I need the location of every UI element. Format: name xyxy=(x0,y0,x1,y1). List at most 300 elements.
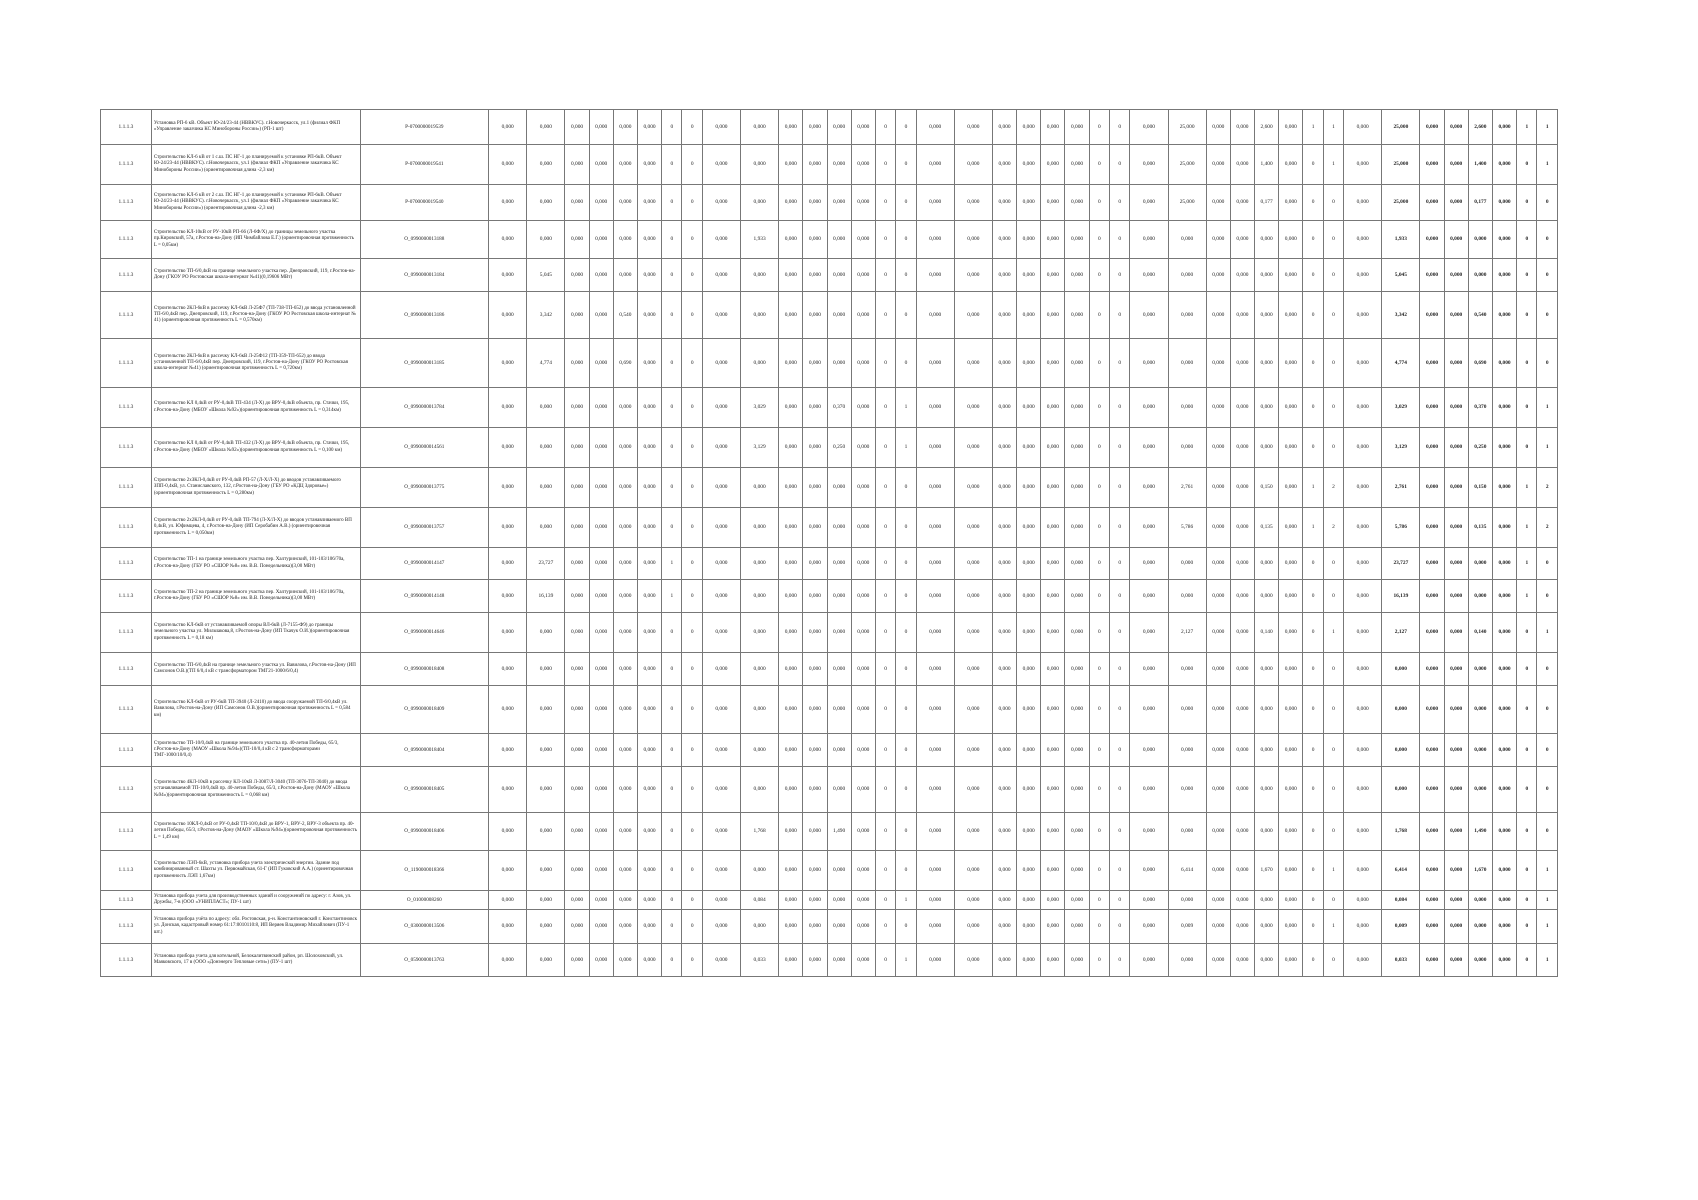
value-cell: 0,000 xyxy=(702,613,740,653)
value-cell: 0,000 xyxy=(1206,580,1230,613)
value-cell: 0,690 xyxy=(1468,339,1492,388)
value-cell: 1,933 xyxy=(1382,221,1420,259)
table-row xyxy=(101,145,1558,185)
value-cell: 0,000 xyxy=(741,548,779,580)
value-cell: 0,000 xyxy=(1206,185,1230,221)
value-cell: 0,000 xyxy=(1065,813,1089,851)
value-cell: 0,000 xyxy=(1468,767,1492,813)
value-cell: 0,000 xyxy=(589,428,613,468)
value-cell: 0 xyxy=(682,339,702,388)
value-cell: 0,000 xyxy=(1492,910,1516,944)
value-cell: 0,000 xyxy=(1279,767,1303,813)
value-cell: 0,000 xyxy=(1130,145,1168,185)
value-cell: 0,000 xyxy=(589,221,613,259)
value-cell: 3,029 xyxy=(1382,388,1420,428)
value-cell: 0,000 xyxy=(1468,891,1492,910)
value-cell: 0 xyxy=(1537,767,1558,813)
value-cell: 0,140 xyxy=(1255,613,1279,653)
value-cell: 0,000 xyxy=(992,813,1016,851)
value-cell: 0 xyxy=(662,653,682,686)
value-cell: 0,000 xyxy=(1041,734,1065,767)
value-cell: 0,000 xyxy=(1017,548,1041,580)
row-number-cell: 1.1.1.3 xyxy=(101,734,152,767)
value-cell: 0,000 xyxy=(803,221,827,259)
value-cell: 0,000 xyxy=(1206,944,1230,977)
value-cell: 0,000 xyxy=(1065,734,1089,767)
description-cell: Строительство 4КЛ-10кВ в рассечку КЛ-10кВ Л-3087/Л-3040 (ТП-3076-ТП-3040) до ввода устанавливаемой ТП-10/0,4кВ пр. 40-летия Победы, 65/3, г.Ростов-на-Дону (МАОУ «Школа №94»)(ориентировочная протяженность L = 0,068 км) xyxy=(151,767,360,813)
project-code-cell: Р-0700000019540 xyxy=(360,185,489,221)
value-cell: 0,000 xyxy=(637,686,661,734)
value-cell: 1 xyxy=(1537,944,1558,977)
value-cell: 0 xyxy=(1109,686,1129,734)
value-cell: 0,000 xyxy=(1492,580,1516,613)
table-row xyxy=(101,388,1558,428)
value-cell: 0 xyxy=(682,548,702,580)
value-cell: 1,768 xyxy=(1382,813,1420,851)
project-code-cell: О_0990000018409 xyxy=(360,686,489,734)
value-cell: 0 xyxy=(662,686,682,734)
value-cell: 0,000 xyxy=(489,428,527,468)
value-cell: 0 xyxy=(1303,221,1323,259)
value-cell: 0,000 xyxy=(1444,944,1468,977)
project-code-cell: О_1190000018366 xyxy=(360,851,489,891)
value-cell: 0,000 xyxy=(1444,891,1468,910)
value-cell: 0 xyxy=(1323,548,1343,580)
value-cell: 0,000 xyxy=(702,428,740,468)
value-cell: 2,127 xyxy=(1382,613,1420,653)
value-cell: 0,000 xyxy=(954,686,992,734)
value-cell: 0 xyxy=(1303,944,1323,977)
value-cell: 0 xyxy=(1303,580,1323,613)
value-cell: 0,000 xyxy=(916,734,954,767)
value-cell: 0,000 xyxy=(1279,292,1303,339)
value-cell: 0 xyxy=(1089,145,1109,185)
value-cell: 0,000 xyxy=(1230,292,1254,339)
value-cell: 0 xyxy=(682,891,702,910)
value-cell: 1 xyxy=(662,580,682,613)
value-cell: 0,000 xyxy=(1444,653,1468,686)
value-cell: 0,000 xyxy=(916,891,954,910)
value-cell: 0,000 xyxy=(1065,767,1089,813)
value-cell: 0 xyxy=(1089,388,1109,428)
value-cell: 0,000 xyxy=(565,910,589,944)
value-cell: 0,000 xyxy=(637,613,661,653)
value-cell: 0 xyxy=(1109,910,1129,944)
value-cell: 0,000 xyxy=(1017,145,1041,185)
description-cell: Строительство ТП-1 на границе земельного участка пер. Халтуринский, 101-103/106/70а, г.Ростов-на-Дону (ГБУ РО «СШОР №8» им. В.В. Понедельника)(3,00 МВт) xyxy=(151,548,360,580)
value-cell: 0,000 xyxy=(803,734,827,767)
value-cell: 0,000 xyxy=(1420,259,1444,292)
value-cell: 0 xyxy=(896,292,916,339)
value-cell: 0,033 xyxy=(1382,944,1420,977)
value-cell: 0,000 xyxy=(589,110,613,145)
value-cell: 0,000 xyxy=(851,221,875,259)
project-code-cell: О_0990000013186 xyxy=(360,292,489,339)
value-cell: 0,000 xyxy=(1041,388,1065,428)
value-cell: 0,000 xyxy=(1230,851,1254,891)
project-code-cell: О_0990000013188 xyxy=(360,221,489,259)
value-cell: 0,000 xyxy=(803,653,827,686)
value-cell: 0,000 xyxy=(1041,428,1065,468)
value-cell: 0 xyxy=(1109,259,1129,292)
value-cell: 0 xyxy=(1303,734,1323,767)
value-cell: 0,000 xyxy=(1255,734,1279,767)
value-cell: 1 xyxy=(1303,508,1323,548)
value-cell: 23,727 xyxy=(1382,548,1420,580)
value-cell: 0,000 xyxy=(741,145,779,185)
value-cell: 0,000 xyxy=(613,580,637,613)
value-cell: 0 xyxy=(682,734,702,767)
value-cell: 0,000 xyxy=(954,851,992,891)
value-cell: 0,000 xyxy=(803,910,827,944)
value-cell: 0,000 xyxy=(1130,259,1168,292)
value-cell: 0,000 xyxy=(1444,221,1468,259)
value-cell: 0 xyxy=(875,388,895,428)
value-cell: 0,000 xyxy=(589,613,613,653)
value-cell: 0,000 xyxy=(954,734,992,767)
value-cell: 0,000 xyxy=(779,891,803,910)
value-cell: 0,000 xyxy=(827,734,851,767)
value-cell: 0,009 xyxy=(1382,910,1420,944)
value-cell: 0,000 xyxy=(803,145,827,185)
value-cell: 25,000 xyxy=(1168,110,1206,145)
value-cell: 0,000 xyxy=(1420,388,1444,428)
value-cell: 0,009 xyxy=(1168,910,1206,944)
value-cell: 0,000 xyxy=(803,686,827,734)
value-cell: 0,000 xyxy=(702,944,740,977)
value-cell: 0,000 xyxy=(1255,428,1279,468)
value-cell: 0,135 xyxy=(1255,508,1279,548)
value-cell: 0,000 xyxy=(1230,468,1254,508)
value-cell: 0,000 xyxy=(916,388,954,428)
table-row xyxy=(101,339,1558,388)
value-cell: 0,000 xyxy=(1420,221,1444,259)
value-cell: 0 xyxy=(896,613,916,653)
value-cell: 0,000 xyxy=(702,185,740,221)
value-cell: 0,540 xyxy=(613,292,637,339)
value-cell: 0,000 xyxy=(1130,613,1168,653)
value-cell: 0,000 xyxy=(827,468,851,508)
value-cell: 0 xyxy=(875,548,895,580)
value-cell: 0,000 xyxy=(1130,580,1168,613)
row-number-cell: 1.1.1.3 xyxy=(101,259,152,292)
table-row xyxy=(101,428,1558,468)
value-cell: 0 xyxy=(1537,221,1558,259)
value-cell: 0 xyxy=(1323,686,1343,734)
value-cell: 0,000 xyxy=(589,944,613,977)
value-cell: 0,000 xyxy=(1420,110,1444,145)
value-cell: 0 xyxy=(1303,813,1323,851)
value-cell: 0 xyxy=(875,686,895,734)
value-cell: 0 xyxy=(1089,508,1109,548)
value-cell: 0,000 xyxy=(916,110,954,145)
value-cell: 0,540 xyxy=(1468,292,1492,339)
value-cell: 0,177 xyxy=(1255,185,1279,221)
value-cell: 0 xyxy=(1323,339,1343,388)
project-code-cell: О_0990000018406 xyxy=(360,813,489,851)
value-cell: 0 xyxy=(1089,686,1109,734)
table-row xyxy=(101,653,1558,686)
value-cell: 25,000 xyxy=(1382,185,1420,221)
value-cell: 0,000 xyxy=(613,110,637,145)
description-cell: Строительство КЛ-6 кВ от 1 с.ш. ПС НГ-1 до планируемой к установке РП-6кВ. Объект Ю-24/23-44 (НВВКУС). г.Новочеркасск, ул.1 (филиал ФКП «Управление заказчика КС Минобороны России») (ориентировочная длина -2,3 км) xyxy=(151,145,360,185)
value-cell: 0,000 xyxy=(1230,388,1254,428)
value-cell: 0,000 xyxy=(637,548,661,580)
value-cell: 0,000 xyxy=(1230,891,1254,910)
value-cell: 0,000 xyxy=(803,185,827,221)
value-cell: 0,000 xyxy=(1041,185,1065,221)
value-cell: 2,761 xyxy=(1382,468,1420,508)
project-code-cell: О_0990000014148 xyxy=(360,580,489,613)
value-cell: 0,084 xyxy=(1382,891,1420,910)
value-cell: 0,000 xyxy=(741,580,779,613)
value-cell: 1,670 xyxy=(1255,851,1279,891)
value-cell: 0,000 xyxy=(1130,944,1168,977)
value-cell: 16,139 xyxy=(1382,580,1420,613)
value-cell: 2,761 xyxy=(1168,468,1206,508)
value-cell: 0 xyxy=(1517,185,1537,221)
value-cell: 0,000 xyxy=(779,851,803,891)
value-cell: 0 xyxy=(875,653,895,686)
value-cell: 0,000 xyxy=(565,292,589,339)
value-cell: 0,000 xyxy=(1468,259,1492,292)
value-cell: 0,000 xyxy=(1065,145,1089,185)
value-cell: 0,000 xyxy=(992,734,1016,767)
value-cell: 1,490 xyxy=(827,813,851,851)
value-cell: 0,000 xyxy=(1017,767,1041,813)
value-cell: 0,000 xyxy=(613,851,637,891)
value-cell: 0,000 xyxy=(1065,944,1089,977)
value-cell: 0,000 xyxy=(613,185,637,221)
value-cell: 0,000 xyxy=(803,891,827,910)
value-cell: 0 xyxy=(1109,548,1129,580)
value-cell: 0,000 xyxy=(589,388,613,428)
value-cell: 0,000 xyxy=(1065,388,1089,428)
value-cell: 0,000 xyxy=(954,185,992,221)
value-cell: 0,000 xyxy=(1420,653,1444,686)
table-row xyxy=(101,851,1558,891)
value-cell: 0,000 xyxy=(1206,851,1230,891)
value-cell: 0,000 xyxy=(1420,185,1444,221)
value-cell: 0,000 xyxy=(779,613,803,653)
value-cell: 0 xyxy=(1089,734,1109,767)
value-cell: 2 xyxy=(1323,508,1343,548)
value-cell: 0,000 xyxy=(702,292,740,339)
value-cell: 0,000 xyxy=(1168,221,1206,259)
value-cell: 0,000 xyxy=(827,339,851,388)
table-row xyxy=(101,259,1558,292)
value-cell: 0 xyxy=(1303,339,1323,388)
value-cell: 0,000 xyxy=(637,944,661,977)
value-cell: 0,000 xyxy=(1041,613,1065,653)
project-code-cell: О_0990000013775 xyxy=(360,468,489,508)
value-cell: 0,000 xyxy=(1444,110,1468,145)
value-cell: 0,000 xyxy=(1444,813,1468,851)
value-cell: 0,000 xyxy=(1065,851,1089,891)
value-cell: 0 xyxy=(682,851,702,891)
value-cell: 0,000 xyxy=(1168,734,1206,767)
value-cell: 1 xyxy=(1537,910,1558,944)
description-cell: Установка прибора учёта по адресу: обл. Ростовская, р-н. Константиновский г. Константиновск ул. Донская, кадастровый номер 61:17:0010110:8, ИП Веряев Владимир Михайлович (ПУ-1 шт.) xyxy=(151,910,360,944)
value-cell: 0,000 xyxy=(702,508,740,548)
value-cell: 0,000 xyxy=(1255,767,1279,813)
value-cell: 0 xyxy=(1323,944,1343,977)
value-cell: 0,000 xyxy=(489,548,527,580)
value-cell: 0,000 xyxy=(1065,185,1089,221)
value-cell: 0,000 xyxy=(489,259,527,292)
value-cell: 1 xyxy=(1323,851,1343,891)
value-cell: 0 xyxy=(682,910,702,944)
value-cell: 0,000 xyxy=(702,259,740,292)
value-cell: 0,000 xyxy=(1168,580,1206,613)
value-cell: 0,000 xyxy=(954,767,992,813)
value-cell: 0 xyxy=(1303,388,1323,428)
value-cell: 0 xyxy=(682,110,702,145)
value-cell: 0 xyxy=(1089,468,1109,508)
value-cell: 0,000 xyxy=(589,891,613,910)
investment-table xyxy=(100,109,1558,977)
value-cell: 0,000 xyxy=(613,686,637,734)
value-cell: 0,000 xyxy=(1206,292,1230,339)
value-cell: 0,000 xyxy=(565,468,589,508)
description-cell: Строительство 10КЛ-0,4кВ от РУ-0,4кВ ТП-10/0,4кВ до ВРУ-1, ВРУ-2, ВРУ-3 объекта пр. 40-летия Победы, 65/3, г.Ростов-на-Дону (МАОУ «Школа №94»)(ориентировочная протяженность L = 1,49 км) xyxy=(151,813,360,851)
value-cell: 0,000 xyxy=(613,910,637,944)
value-cell: 1 xyxy=(1517,580,1537,613)
value-cell: 0 xyxy=(1089,292,1109,339)
value-cell: 0,000 xyxy=(1017,185,1041,221)
value-cell: 0 xyxy=(1303,259,1323,292)
description-cell: Строительство 2хЗКЛ-0,4кВ от РУ-0,4кВ РП-57 (Л-X/Л-X) до вводов устанавливаемого ЗПП-0,4кВ, ул. Станиславского, 132, г.Ростов-на-Дону (ГБУ РО «КДЦ Здоровье») (ориентировочная протяженность L = 0,280км) xyxy=(151,468,360,508)
value-cell: 0,000 xyxy=(637,910,661,944)
value-cell: 1 xyxy=(1303,110,1323,145)
value-cell: 0 xyxy=(896,813,916,851)
description-cell: Установка прибора учета для котельной, Белокалитвинский район, рп. Шолоховский, ул. Маяковского, 17 в (ООО «Донэнерго Тепловые сети») (ПУ-1 шт) xyxy=(151,944,360,977)
value-cell: 1 xyxy=(896,428,916,468)
value-cell: 0 xyxy=(1109,428,1129,468)
value-cell: 0,000 xyxy=(1444,468,1468,508)
value-cell: 0 xyxy=(1089,185,1109,221)
value-cell: 0,000 xyxy=(803,767,827,813)
value-cell: 0 xyxy=(1089,851,1109,891)
project-code-cell: О_01000008260 xyxy=(360,891,489,910)
value-cell: 0,000 xyxy=(827,686,851,734)
value-cell: 0,000 xyxy=(1255,292,1279,339)
value-cell: 0,000 xyxy=(1492,292,1516,339)
value-cell: 0,000 xyxy=(992,548,1016,580)
value-cell: 0,000 xyxy=(637,891,661,910)
value-cell: 0,000 xyxy=(489,686,527,734)
value-cell: 0,000 xyxy=(803,580,827,613)
value-cell: 0,000 xyxy=(779,110,803,145)
value-cell: 0,000 xyxy=(1279,613,1303,653)
value-cell: 0,000 xyxy=(1344,851,1382,891)
value-cell: 0,000 xyxy=(1420,813,1444,851)
value-cell: 0,000 xyxy=(613,508,637,548)
value-cell: 0,000 xyxy=(1017,580,1041,613)
value-cell: 0,000 xyxy=(1230,580,1254,613)
value-cell: 0,000 xyxy=(954,145,992,185)
value-cell: 0,000 xyxy=(702,468,740,508)
description-cell: Строительство ТП-10/0,4кВ на границе земельного участка пр. 40-летия Победы, 65/3, г.Ростов-на-Дону (МАОУ «Школа №94»)(ТП-10/0,4 кВ с 2 трансформаторами ТМГ-1000/10/0,4) xyxy=(151,734,360,767)
value-cell: 0 xyxy=(662,468,682,508)
value-cell: 0,000 xyxy=(527,613,565,653)
value-cell: 0,000 xyxy=(1041,259,1065,292)
value-cell: 0,000 xyxy=(779,653,803,686)
value-cell: 0,000 xyxy=(827,580,851,613)
value-cell: 0 xyxy=(1537,580,1558,613)
value-cell: 0,000 xyxy=(527,686,565,734)
value-cell: 0 xyxy=(1089,580,1109,613)
value-cell: 0,000 xyxy=(954,580,992,613)
value-cell: 0,000 xyxy=(1065,259,1089,292)
value-cell: 0 xyxy=(1517,145,1537,185)
value-cell: 0 xyxy=(1109,734,1129,767)
value-cell: 1,768 xyxy=(741,813,779,851)
value-cell: 0,000 xyxy=(589,508,613,548)
value-cell: 0 xyxy=(896,686,916,734)
value-cell: 25,000 xyxy=(1168,185,1206,221)
value-cell: 0,000 xyxy=(702,851,740,891)
value-cell: 0,000 xyxy=(1344,428,1382,468)
value-cell: 0,000 xyxy=(1041,813,1065,851)
value-cell: 0,000 xyxy=(1492,145,1516,185)
value-cell: 3,129 xyxy=(741,428,779,468)
value-cell: 0,000 xyxy=(1017,813,1041,851)
value-cell: 0,000 xyxy=(489,813,527,851)
value-cell: 0 xyxy=(682,508,702,548)
value-cell: 0 xyxy=(1109,653,1129,686)
value-cell: 0 xyxy=(1089,767,1109,813)
value-cell: 0,000 xyxy=(779,145,803,185)
value-cell: 0,000 xyxy=(1130,653,1168,686)
value-cell: 0,135 xyxy=(1468,508,1492,548)
table-row xyxy=(101,548,1558,580)
value-cell: 0 xyxy=(682,613,702,653)
value-cell: 4,774 xyxy=(527,339,565,388)
value-cell: 0,000 xyxy=(779,734,803,767)
value-cell: 0,000 xyxy=(827,891,851,910)
value-cell: 0,000 xyxy=(1206,613,1230,653)
value-cell: 0,000 xyxy=(1279,221,1303,259)
value-cell: 0,000 xyxy=(827,508,851,548)
value-cell: 0,000 xyxy=(1168,339,1206,388)
value-cell: 0 xyxy=(1537,292,1558,339)
project-code-cell: Р-0700000019539 xyxy=(360,110,489,145)
value-cell: 0 xyxy=(875,468,895,508)
value-cell: 0,000 xyxy=(1255,259,1279,292)
value-cell: 0,000 xyxy=(916,468,954,508)
value-cell: 0 xyxy=(1303,548,1323,580)
table-row xyxy=(101,813,1558,851)
value-cell: 0,000 xyxy=(779,221,803,259)
value-cell: 1 xyxy=(1323,145,1343,185)
value-cell: 0,000 xyxy=(1492,388,1516,428)
row-number-cell: 1.1.1.3 xyxy=(101,110,152,145)
value-cell: 0,000 xyxy=(1420,767,1444,813)
value-cell: 0,000 xyxy=(779,292,803,339)
value-cell: 0 xyxy=(662,851,682,891)
value-cell: 0,000 xyxy=(1065,428,1089,468)
row-number-cell: 1.1.1.3 xyxy=(101,508,152,548)
value-cell: 0,000 xyxy=(851,508,875,548)
value-cell: 0 xyxy=(875,428,895,468)
value-cell: 0,000 xyxy=(527,910,565,944)
value-cell: 0,000 xyxy=(589,851,613,891)
value-cell: 0,000 xyxy=(565,221,589,259)
value-cell: 0,000 xyxy=(1017,944,1041,977)
value-cell: 0,000 xyxy=(1420,910,1444,944)
value-cell: 0 xyxy=(1109,580,1129,613)
